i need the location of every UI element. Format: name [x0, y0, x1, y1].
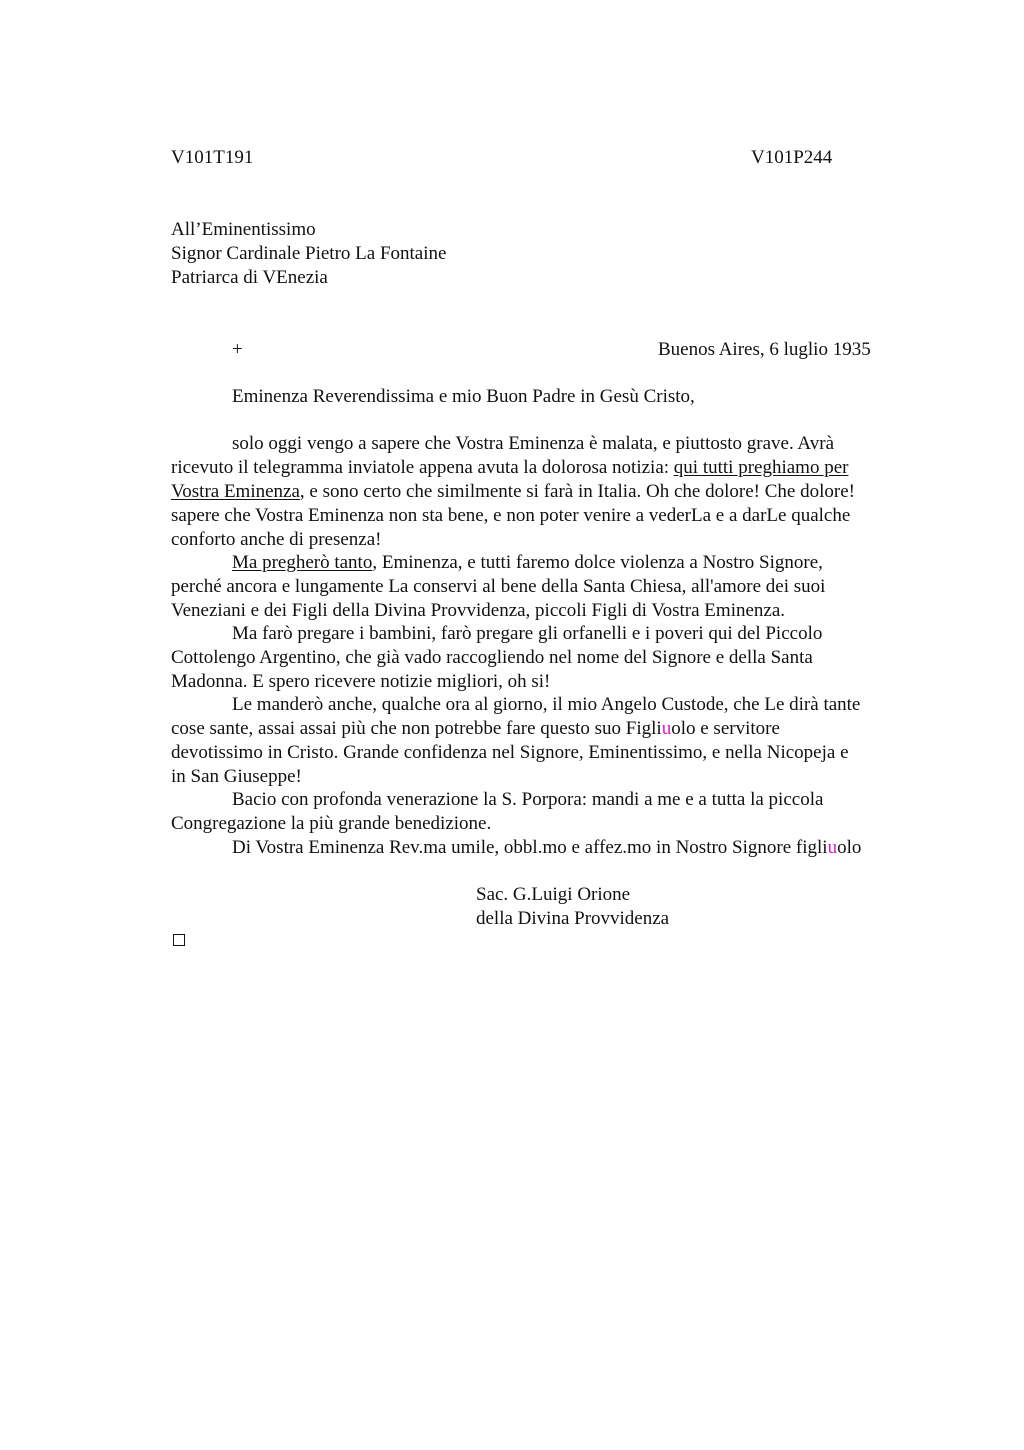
body-line: Veneziani e dei Figli della Divina Provvidenza, piccoli Figli di Vostra Eminenza. [171, 600, 786, 621]
body-line: sapere che Vostra Eminenza non sta bene, e non poter venire a vederLa e a darLe qualche [171, 505, 851, 526]
body-text: ricevuto il telegramma inviatole appena avuta la dolorosa notizia: [171, 457, 674, 478]
body-line [171, 480, 855, 504]
underlined-text: Vostra Eminenza [171, 481, 300, 502]
body-line: solo oggi vengo a sapere che Vostra Eminenza è malata, e piuttosto grave. Avrà [232, 433, 835, 454]
body-text: olo [837, 837, 862, 858]
body-line: in San Giuseppe! [171, 766, 302, 787]
recipient-line: All’Eminentissimo [171, 219, 316, 240]
body-line: Ma farò pregare i bambini, farò pregare gli orfanelli e i poveri qui del Piccolo [232, 623, 823, 644]
salutation: Eminenza Reverendissima e mio Buon Padre in Gesù Cristo, [232, 386, 695, 407]
body-text: , Eminenza, e tutti faremo dolce violenza a Nostro Signore, [372, 552, 823, 573]
signature-name: Sac. G.Luigi Orione [476, 884, 631, 905]
body-line: Madonna. E spero ricevere notizie migliori, oh si! [171, 671, 551, 692]
recipient-line: Patriarca di VEnezia [171, 267, 328, 288]
recipient-line: Signor Cardinale Pietro La Fontaine [171, 243, 447, 264]
body-line [171, 456, 848, 480]
body-line: perché ancora e lungamente La conservi al bene della Santa Chiesa, all'amore dei suoi [171, 576, 826, 597]
body-line: Le manderò anche, qualche ora al giorno, il mio Angelo Custode, che Le dirà tante [232, 694, 861, 715]
place-and-date: Buenos Aires, 6 luglio 1935 [658, 339, 871, 360]
body-line [232, 551, 823, 575]
body-line: Cottolengo Argentino, che già vado raccogliendo nel nome del Signore e della Santa [171, 647, 813, 668]
cross-symbol: + [232, 339, 243, 360]
underlined-text: Ma pregherò tanto [232, 552, 373, 573]
body-text: cose sante, assai assai più che non potrebbe fare questo suo Figli [171, 718, 662, 739]
underlined-text: qui tutti preghiamo per [673, 457, 849, 478]
body-text: Di Vostra Eminenza Rev.ma umile, obbl.mo e affez.mo in Nostro Signore figli [232, 837, 828, 858]
body-line: Bacio con profonda venerazione la S. Porpora: mandi a me e a tutta la piccola [232, 789, 824, 810]
body-line [171, 717, 780, 741]
body-line: devotissimo in Cristo. Grande confidenza nel Signore, Eminentissimo, e nella Nicopeja e [171, 742, 849, 763]
document-code-left: V101T191 [171, 147, 254, 168]
document-code-right: V101P244 [751, 147, 833, 168]
body-line: conforto anche di presenza! [171, 529, 382, 550]
highlighted-letter: u [827, 837, 838, 858]
body-line [232, 836, 861, 860]
highlighted-letter: u [661, 718, 672, 739]
empty-checkbox-icon [173, 934, 185, 946]
signature-title: della Divina Provvidenza [476, 908, 670, 929]
body-line: Congregazione la più grande benedizione. [171, 813, 492, 834]
body-text: olo e servitore [671, 718, 780, 739]
body-text: , e sono certo che similmente si farà in Italia. Oh che dolore! Che dolore! [299, 481, 855, 502]
